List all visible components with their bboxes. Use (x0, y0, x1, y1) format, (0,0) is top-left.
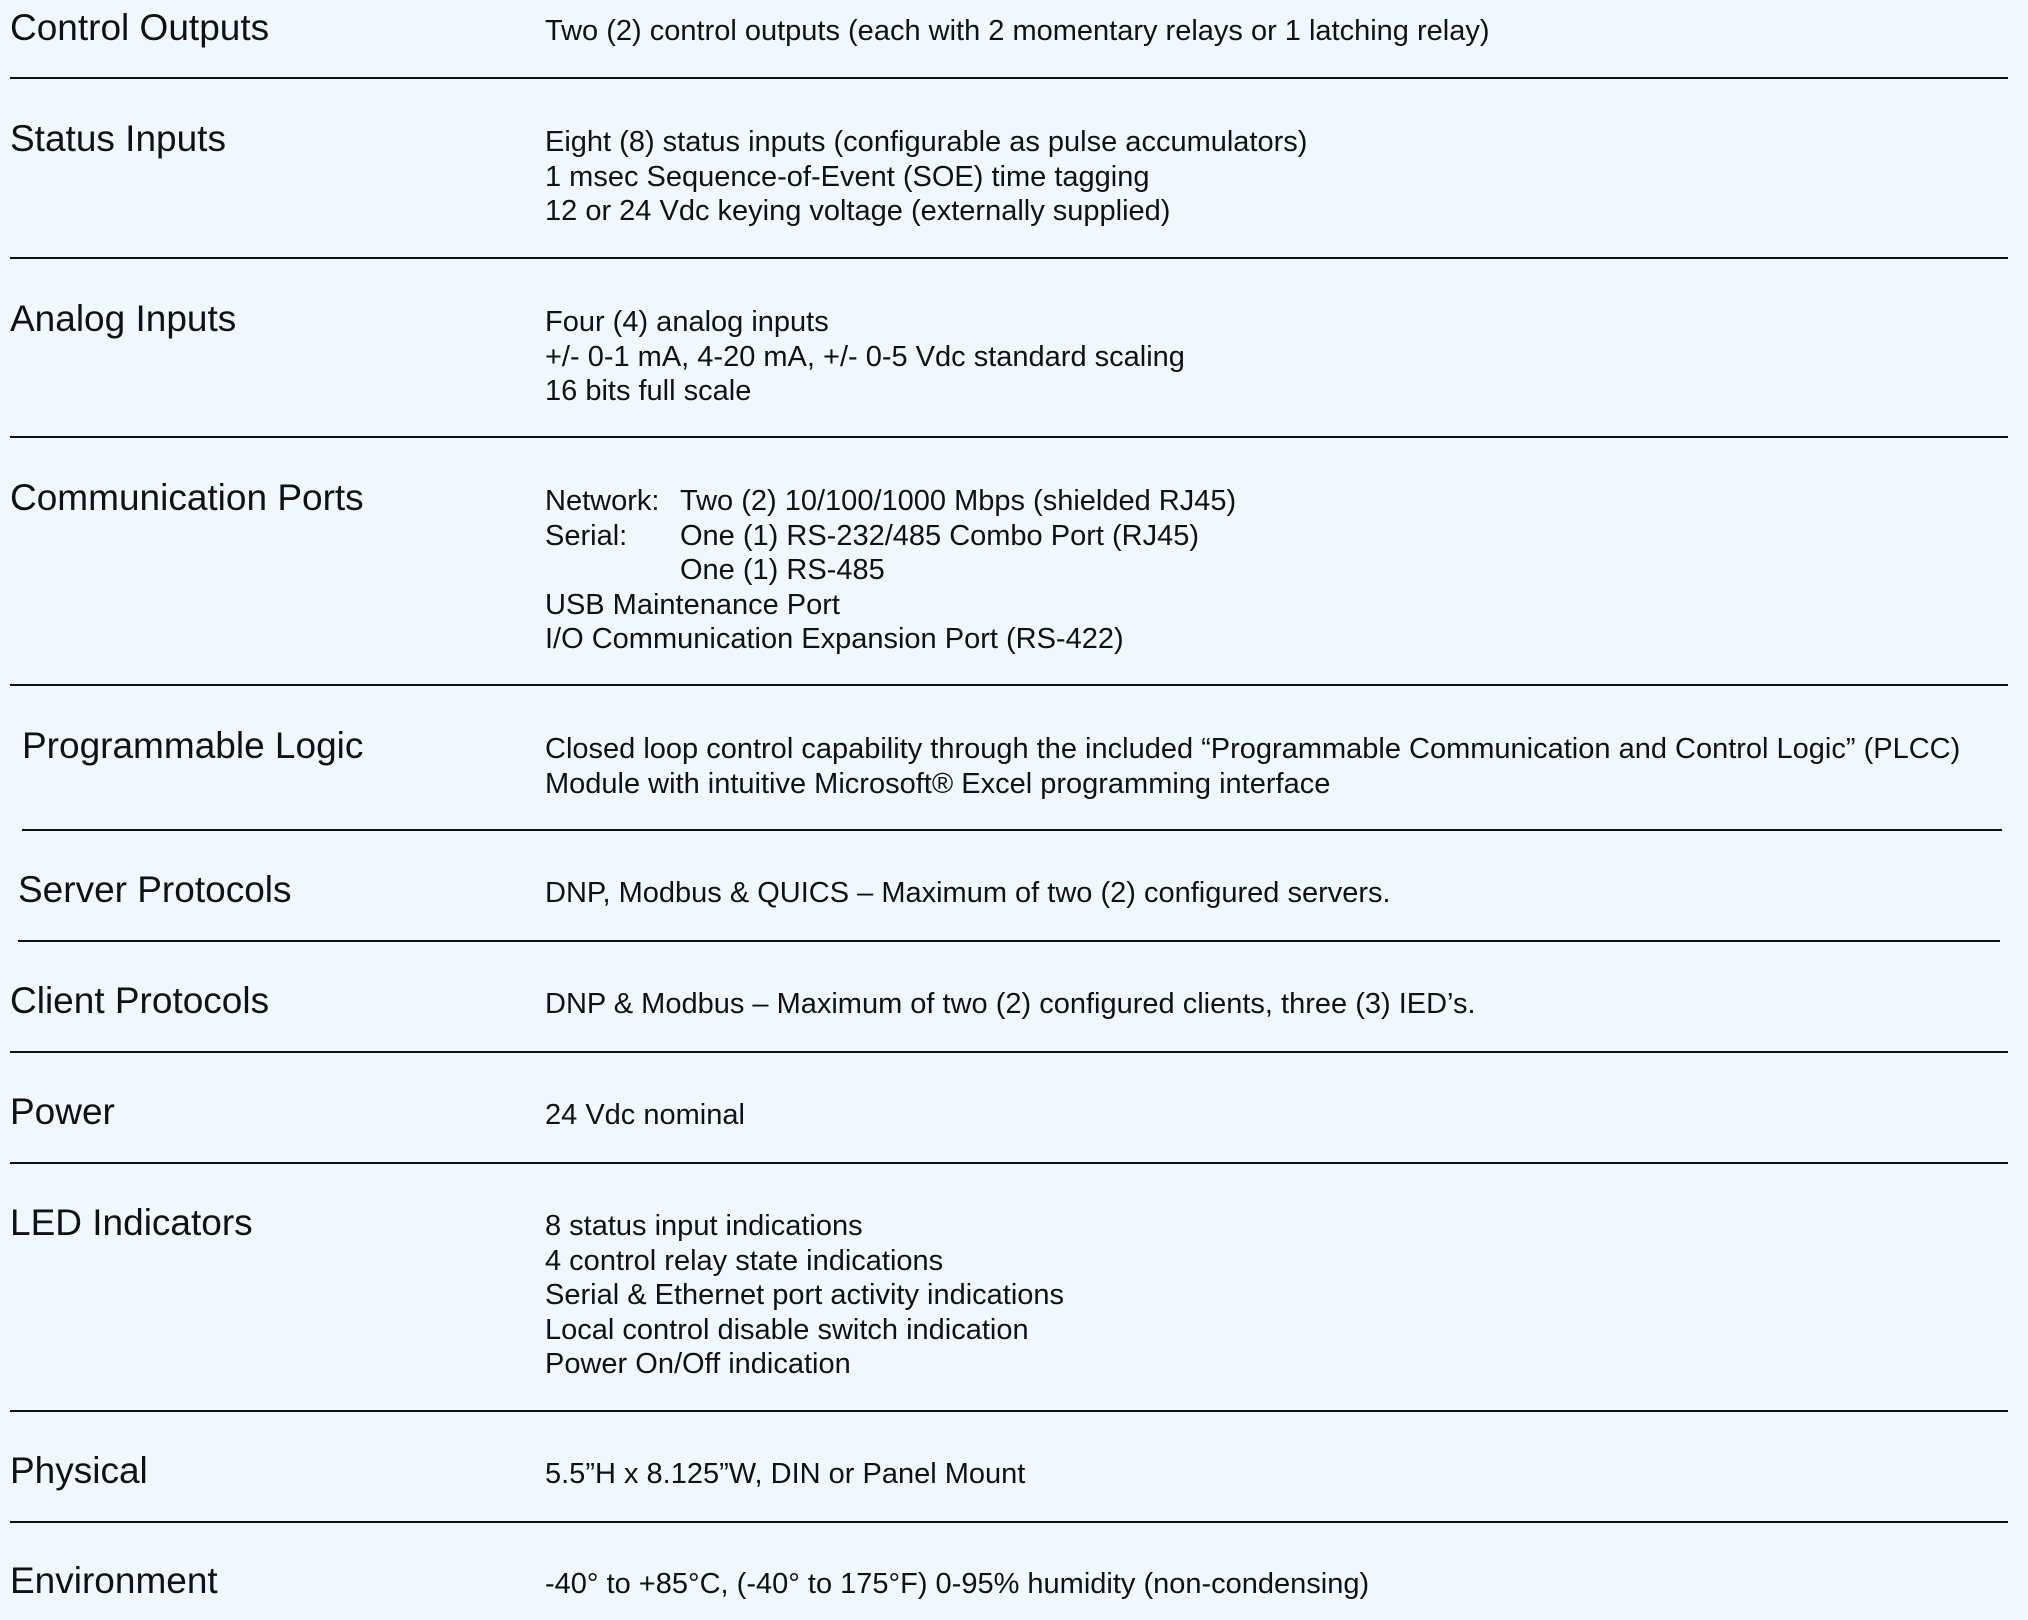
spec-label: Communication Ports (10, 477, 364, 518)
spec-label: Environment (10, 1560, 218, 1601)
spec-label: Status Inputs (10, 118, 226, 159)
spec-value-line: Local control disable switch indication (545, 1313, 1029, 1346)
spec-value-line: 1 msec Sequence-of-Event (SOE) time tagging (545, 160, 1150, 193)
spec-label: Control Outputs (10, 7, 270, 48)
spec-values (545, 987, 1476, 1022)
spec-label: Power (10, 1091, 115, 1132)
serial-line (545, 519, 1236, 554)
serial-label: Serial: (545, 519, 628, 552)
spec-value-line: 5.5”H x 8.125”W, DIN or Panel Mount (545, 1458, 1026, 1490)
spec-value-line: I/O Communication Expansion Port (RS-422) (545, 623, 1124, 655)
spec-value-line: +/- 0-1 mA, 4-20 mA, +/- 0-5 Vdc standard scaling (545, 340, 1185, 373)
serial-line-continued (545, 553, 1236, 588)
spec-value-line: Power On/Off indication (545, 1348, 851, 1380)
spec-value-line: Serial & Ethernet port activity indications (545, 1279, 1065, 1311)
spec-value-line: Module with intuitive Microsoft® Excel programming interface (545, 767, 1331, 800)
spec-values (545, 1567, 1369, 1602)
row-divider (10, 1051, 2008, 1053)
spec-label: Analog Inputs (10, 298, 237, 339)
spec-label: Programmable Logic (22, 725, 364, 766)
spec-value-line: 8 status input indications (545, 1210, 863, 1242)
spec-label: LED Indicators (10, 1202, 253, 1243)
spec-values (545, 14, 1490, 49)
network-value: Two (2) 10/100/1000 Mbps (shielded RJ45) (680, 485, 1237, 517)
serial-value: One (1) RS-485 (680, 554, 885, 586)
row-divider (10, 436, 2008, 438)
spec-values (545, 484, 1236, 657)
spec-values (545, 1098, 745, 1133)
spec-values (545, 125, 1307, 229)
spec-label: Client Protocols (10, 980, 270, 1021)
spec-value-line: Eight (8) status inputs (configurable as pulse accumulators) (545, 126, 1308, 158)
spec-values (545, 1457, 1025, 1492)
row-divider (22, 829, 2002, 831)
spec-value-line: DNP, Modbus & QUICS – Maximum of two (2) configured servers. (545, 877, 1391, 909)
row-divider (10, 77, 2008, 79)
spec-value-line: 24 Vdc nominal (545, 1099, 745, 1131)
row-divider (18, 940, 2000, 942)
row-divider (10, 1162, 2008, 1164)
spec-value-line: 4 control relay state indications (545, 1244, 944, 1277)
spec-value-line: Two (2) control outputs (each with 2 momentary relays or 1 latching relay) (545, 15, 1490, 47)
spec-value-line: Four (4) analog inputs (545, 306, 829, 338)
spec-value-line: USB Maintenance Port (545, 588, 840, 621)
spec-value-line: 12 or 24 Vdc keying voltage (externally supplied) (545, 195, 1171, 227)
spec-value-line: -40° to +85°C, (-40° to 175°F) 0-95% humidity (non-condensing) (545, 1568, 1370, 1600)
row-divider (10, 684, 2008, 686)
spec-label: Physical (10, 1450, 148, 1491)
spec-values (545, 305, 1185, 409)
serial-value: One (1) RS-232/485 Combo Port (RJ45) (680, 519, 1199, 552)
spec-value-line: DNP & Modbus – Maximum of two (2) configured clients, three (3) IED’s. (545, 988, 1476, 1020)
spec-values (545, 1209, 1064, 1382)
row-divider (10, 1410, 2008, 1412)
row-divider (10, 1521, 2008, 1523)
spec-value-line: Closed loop control capability through the included “Programmable Communication and Control Logic” (PLCC) (545, 733, 1961, 765)
spec-values (545, 876, 1391, 911)
network-line (545, 484, 1236, 519)
spec-value-line: 16 bits full scale (545, 375, 752, 407)
spec-label: Server Protocols (18, 869, 292, 910)
network-label: Network: (545, 485, 660, 517)
spec-values (545, 732, 1960, 801)
row-divider (10, 257, 2008, 259)
